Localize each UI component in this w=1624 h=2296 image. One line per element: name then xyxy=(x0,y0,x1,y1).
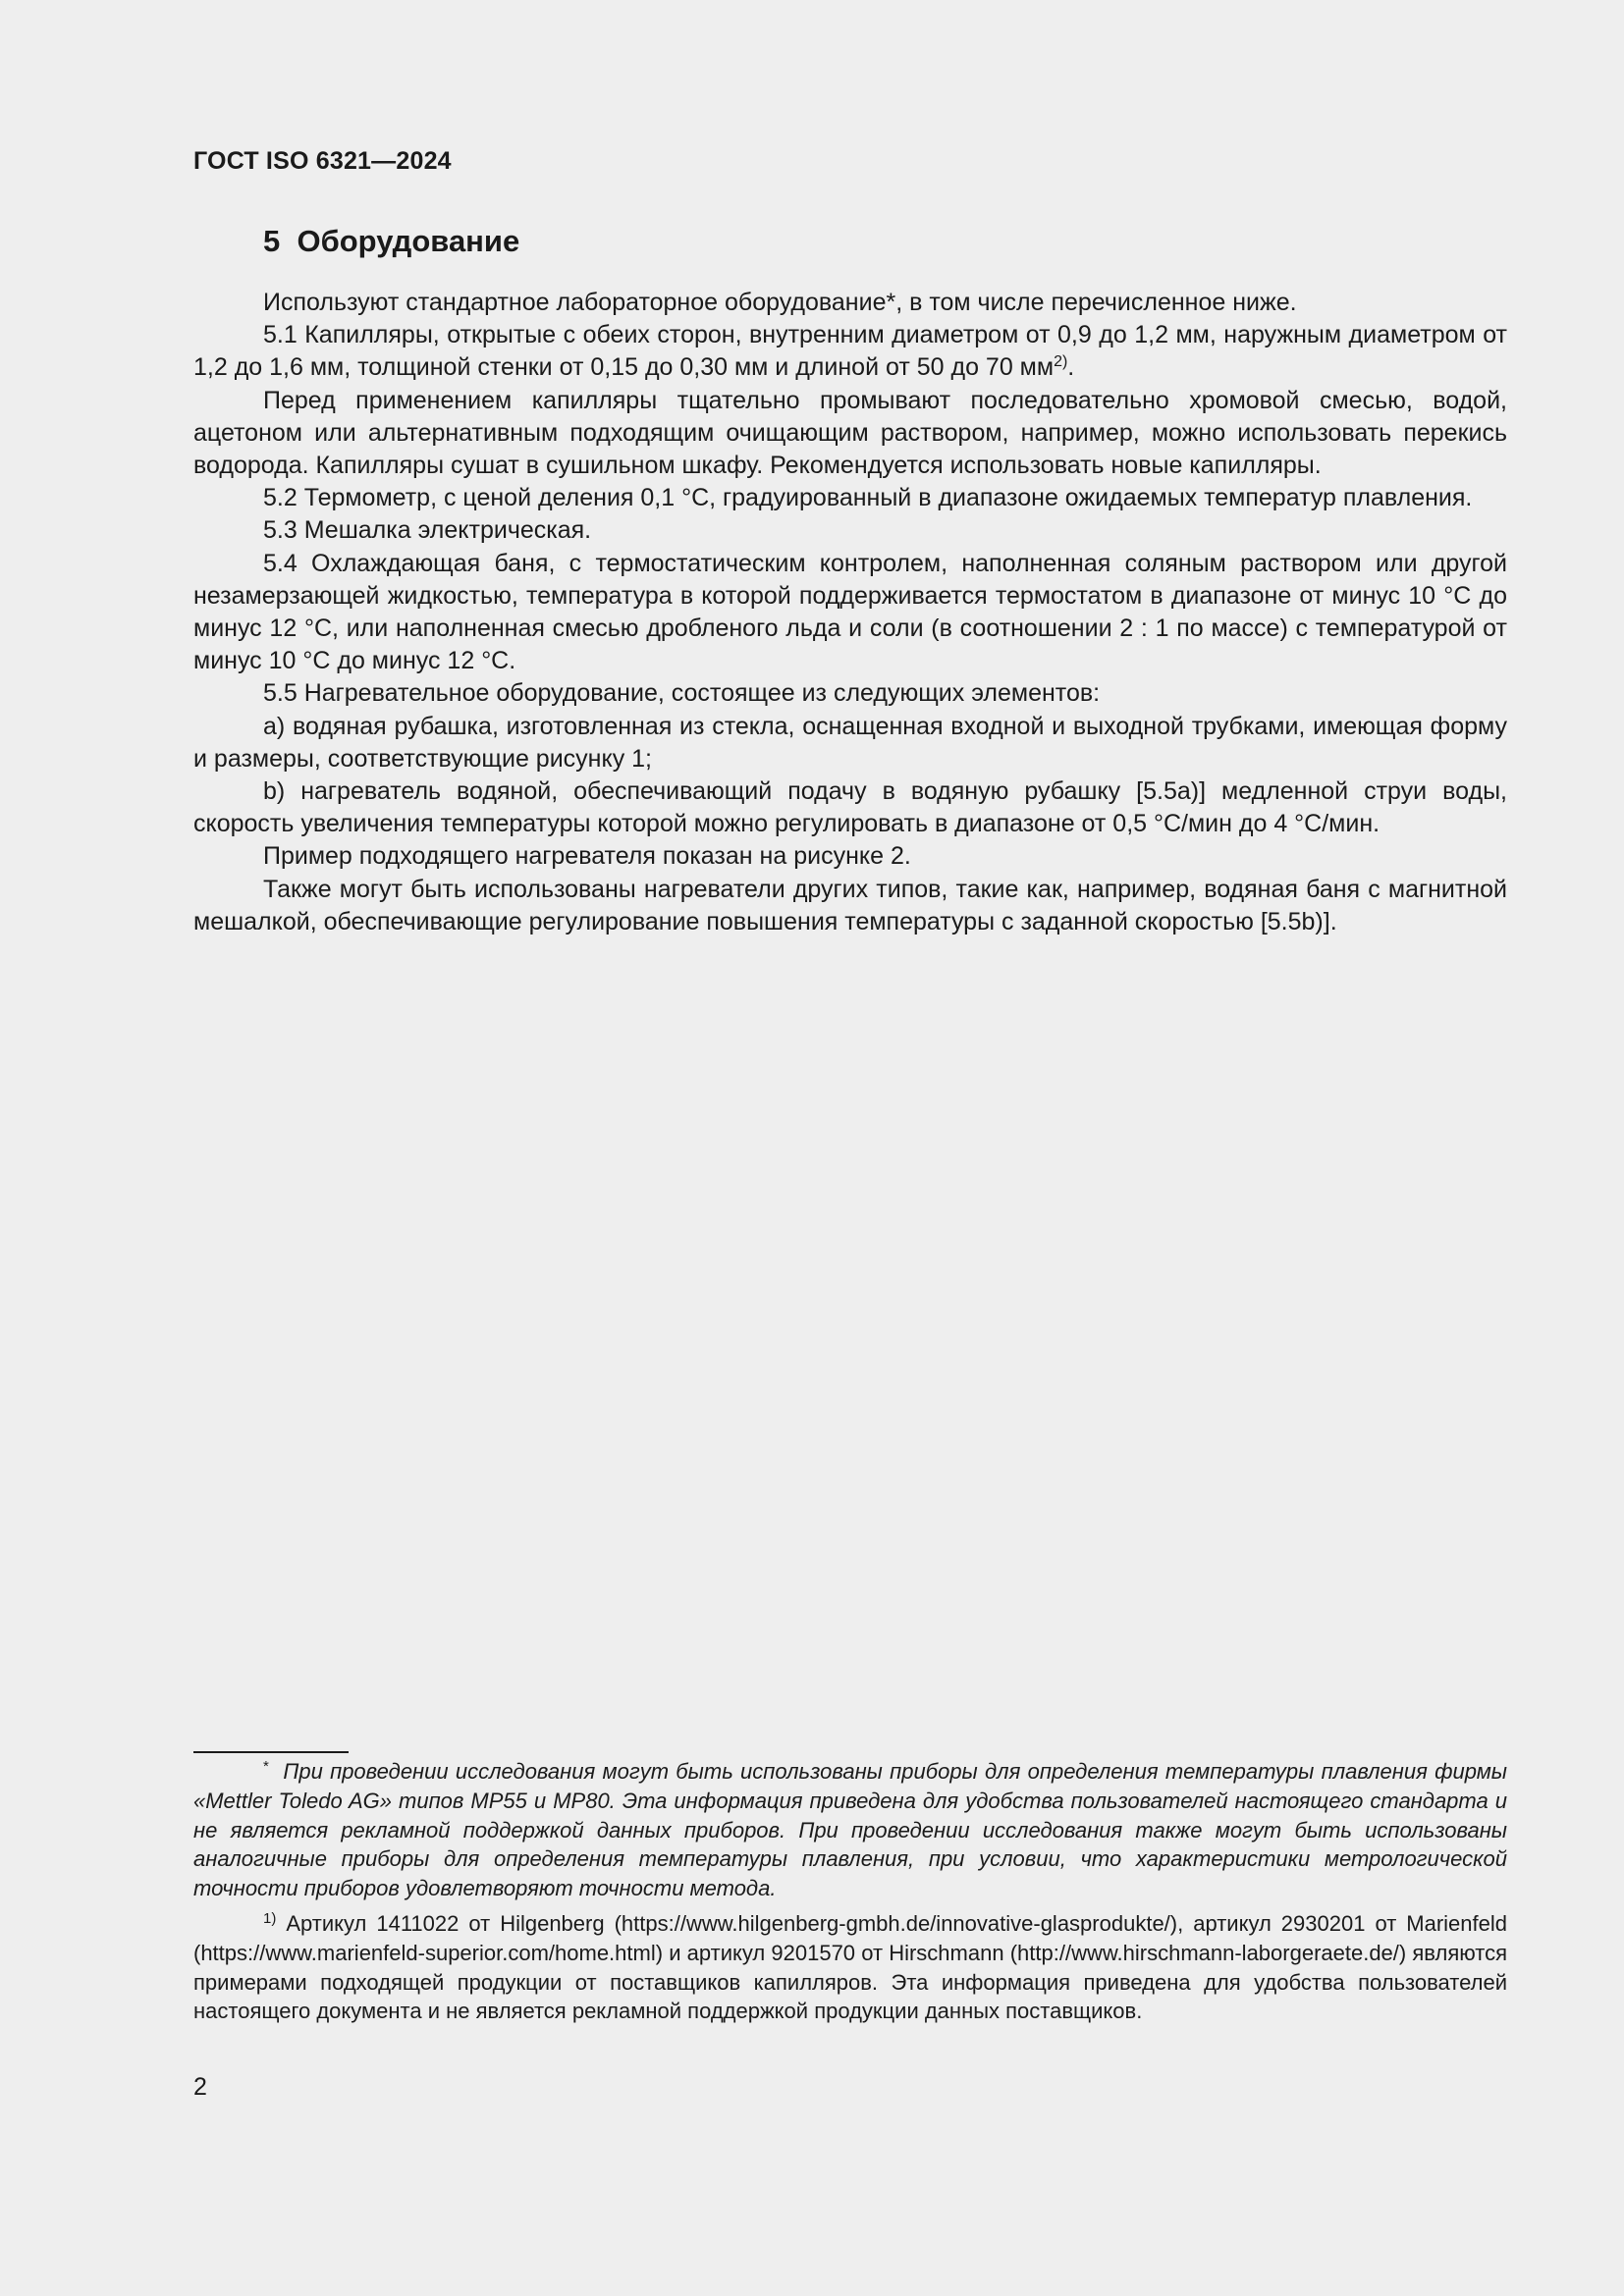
footnote-ref-2: 2) xyxy=(1054,353,1068,371)
paragraph-5-1 xyxy=(193,319,1507,384)
section-title xyxy=(263,224,519,259)
footnote-text: При проведении исследования могут быть использованы приборы для определения температуры плавления фирмы «Mettler Toledo AG» типов MP55 и MP80. Эта информация приведена для удобства пользователей настоящего стандарта и не является рекламной поддержкой данных приборов. При проведении исследования также могут быть использованы аналогичные приборы для определения температуры плавления, при условии, что характеристики метрологической точности приборов удовлетворяют точности метода. xyxy=(193,1759,1507,1901)
paragraph-5-4: 5.4 Охлаждающая баня, с термостатическим контролем, наполненная соляным раствором или другой незамерзающей жидкостью, температура в которой поддерживается термостатом в диапазоне от минус 10 °С до минус 12 °С, или наполненная смесью дробленого льда и соли (в соотношении 2 : 1 по массе) с температурой от минус 10 °С до минус 12 °С. xyxy=(193,549,1507,675)
footnote-divider xyxy=(193,1751,349,1753)
footnote-mark: 1) xyxy=(263,1909,277,1927)
footnote-mark: * xyxy=(263,1758,269,1775)
footnote-asterisk xyxy=(193,1757,1507,1903)
paragraph-example: Пример подходящего нагревателя показан на рисунке 2. xyxy=(263,842,911,871)
paragraph-5-5-b: b) нагреватель водяной, обеспечивающий подачу в водяную рубашку [5.5a)] медленной струи воды, скорость увеличения температуры которой можно регулировать в диапазоне от 0,5 °С/мин до 4 °С/мин. xyxy=(193,777,1507,838)
section-number: 5 xyxy=(263,224,281,258)
paragraph-5-1-text: 5.1 Капилляры, открытые с обеих сторон, внутренним диаметром от 0,9 до 1,2 мм, наружным диаметром от 1,2 до 1,6 мм, толщиной стенки от 0,15 до 0,30 мм и длиной от 50 до 70 мм xyxy=(193,321,1507,382)
footnote-text: Артикул 1411022 от Hilgenberg (https://www.hilgenberg-gmbh.de/innovative-glasprodukte/), артикул 2930201 от Marienfeld (https://www.marienfeld-superior.com/home.html) и артикул 9201570 от Hirschmann (http://www.hirschmann-laborgeraete.de/) являются примерами подходящей продукции от поставщиков капилляров. Эта информация приведена для удобства пользователей настоящего документа и не является рекламной поддержкой продукции данных поставщиков. xyxy=(193,1910,1507,2024)
paragraph-capillary-prep: Перед применением капилляры тщательно промывают последовательно хромовой смесью, водой, ацетоном или альтернативным подходящим очищающим раствором, например, можно использовать перекись водорода. Капилляры сушат в сушильном шкафу. Рекомендуется использовать новые капилляры. xyxy=(193,386,1507,480)
paragraph-5-1-tail: . xyxy=(1067,353,1075,382)
footnotes xyxy=(193,1757,1507,2026)
section-title-text: Оборудование xyxy=(297,224,520,258)
paragraph-other-heaters: Также могут быть использованы нагреватели других типов, такие как, например, водяная баня с магнитной мешалкой, обеспечивающие регулирование повышения температуры с заданной скоростью [5.5b)]. xyxy=(193,875,1507,935)
footnote-1 xyxy=(193,1909,1507,2026)
section-body xyxy=(193,287,1507,938)
paragraph-intro: Используют стандартное лабораторное оборудование*, в том числе перечисленное ниже. xyxy=(263,289,1297,316)
paragraph-5-2: 5.2 Термометр, с ценой деления 0,1 °С, градуированный в диапазоне ожидаемых температур плавления. xyxy=(263,484,1473,512)
page-number: 2 xyxy=(193,2073,207,2101)
document-code-header: ГОСТ ISO 6321—2024 xyxy=(193,147,452,175)
paragraph-5-5-a: а) водяная рубашка, изготовленная из стекла, оснащенная входной и выходной трубками, имеющая форму и размеры, соответствующие рисунку 1; xyxy=(193,712,1507,773)
paragraph-5-3: 5.3 Мешалка электрическая. xyxy=(263,516,592,545)
paragraph-5-5: 5.5 Нагревательное оборудование, состоящее из следующих элементов: xyxy=(263,679,1101,708)
